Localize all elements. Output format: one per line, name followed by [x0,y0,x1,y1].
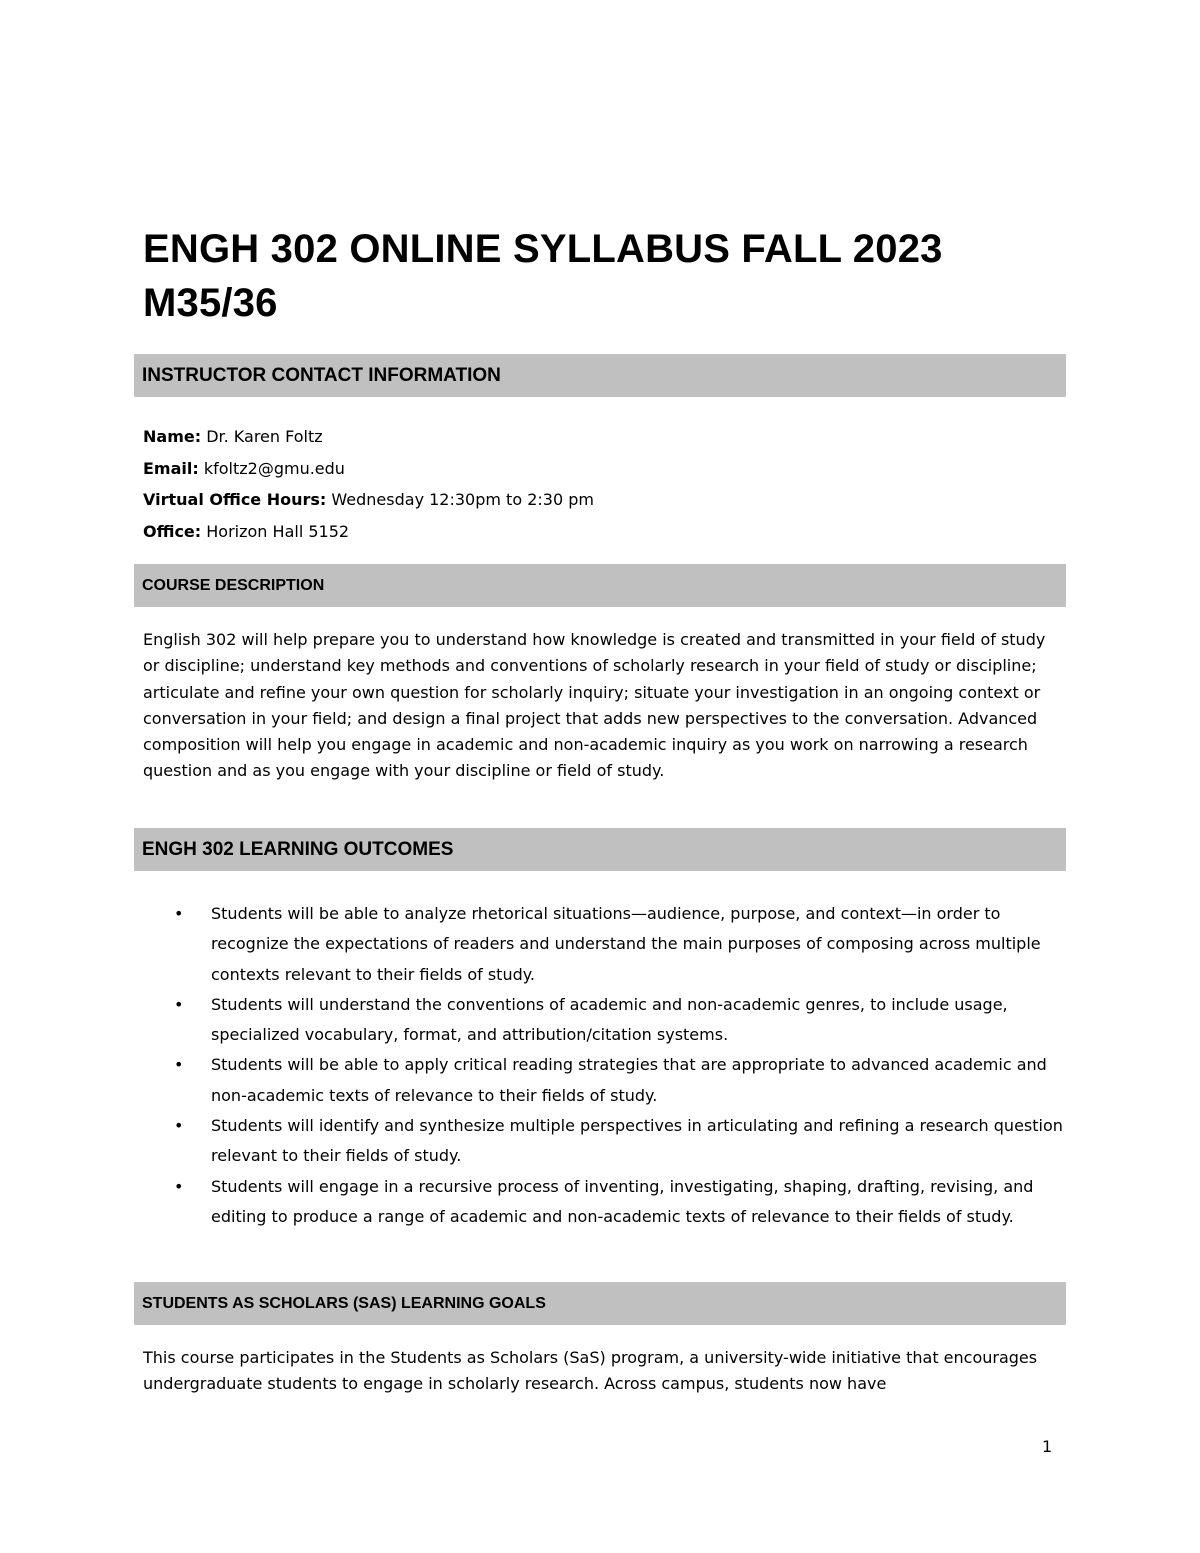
list-item-text: Students will be able to apply critical reading strategies that are appropriate to advanced academic and non-academic texts of relevance to their fields of study. [211,1055,1047,1105]
list-item-text: Students will be able to analyze rhetorical situations—audience, purpose, and context—in order to recognize the expectations of readers and understand the main purposes of composing across multiple contexts relevant to their fields of study. [211,904,1041,984]
list-item [143,1172,1068,1233]
contact-email-value: kfoltz2@gmu.edu [198,458,345,478]
list-item [143,899,1068,990]
section-header-label: ENGH 302 LEARNING OUTCOMES [142,838,454,860]
page-title-text: ENGH 302 ONLINE SYLLABUS FALL 2023 M35/36 [143,227,943,325]
contact-name-label: Name: [143,427,202,446]
contact-office-value: Horizon Hall 5152 [201,521,350,541]
section-header-label: STUDENTS AS SCHOLARS (SAS) LEARNING GOALS [142,1294,546,1312]
section-header-sas-learning-goals [134,1282,1066,1325]
bullet-icon: • [174,1116,184,1136]
course-description-text: English 302 will help prepare you to understand how knowledge is created and transmitted in your field of study or discipline; understand key methods and conventions of scholarly research in your field of study or discipline; articulate and refine your own question for scholarly inquiry; situate your investigation in an ongoing context or conversation in your field; and design a final project that adds new perspectives to the conversation. Advanced composition will help you engage in academic and non-academic inquiry as you work on narrowing a research question and as you engage with your discipline or field of study. [143,630,1046,781]
contact-name-row [143,421,594,453]
contact-email-label: Email: [143,458,199,478]
list-item [143,1050,1068,1111]
section-header-label: COURSE DESCRIPTION [142,576,325,594]
bullet-icon: • [174,994,184,1014]
bullet-icon: • [174,1176,184,1196]
bullet-icon: • [174,904,184,923]
section-header-learning-outcomes [134,828,1066,871]
page-number: 1 [1042,1437,1053,1456]
list-item-text: Students will understand the conventions of academic and non-academic genres, to include usage, specialized vocabulary, format, and attribution/citation systems. [211,994,1008,1045]
list-item-text: Students will identify and synthesize multiple perspectives in articulating and refining a research question relevant to their fields of study. [211,1116,1063,1166]
contact-info [143,421,594,547]
section-header-label: INSTRUCTOR CONTACT INFORMATION [142,364,501,386]
contact-email-row [143,453,594,485]
section-header-instructor-contact [134,354,1066,397]
contact-hours-label: Virtual Office Hours: [143,490,327,509]
list-item [143,1111,1068,1172]
page-title [143,222,1063,330]
contact-hours-row [143,484,594,516]
learning-outcomes-list [143,899,1068,1232]
contact-hours-value: Wednesday 12:30pm to 2:30 pm [326,490,594,509]
section-header-course-description [134,564,1066,607]
sas-description-text: This course participates in the Students as Scholars (SaS) program, a university-wide initiative that encourages undergraduate students to engage in scholarly research. Across campus, students now have [143,1348,1038,1394]
list-item-text: Students will engage in a recursive process of inventing, investigating, shaping, drafting, revising, and editing to produce a range of academic and non-academic texts of relevance to their fields of study. [211,1176,1034,1226]
list-item [143,990,1068,1051]
contact-name-value: Dr. Karen Foltz [201,427,323,446]
contact-office-label: Office: [143,521,202,541]
contact-office-row [143,516,594,548]
bullet-icon: • [174,1055,184,1075]
